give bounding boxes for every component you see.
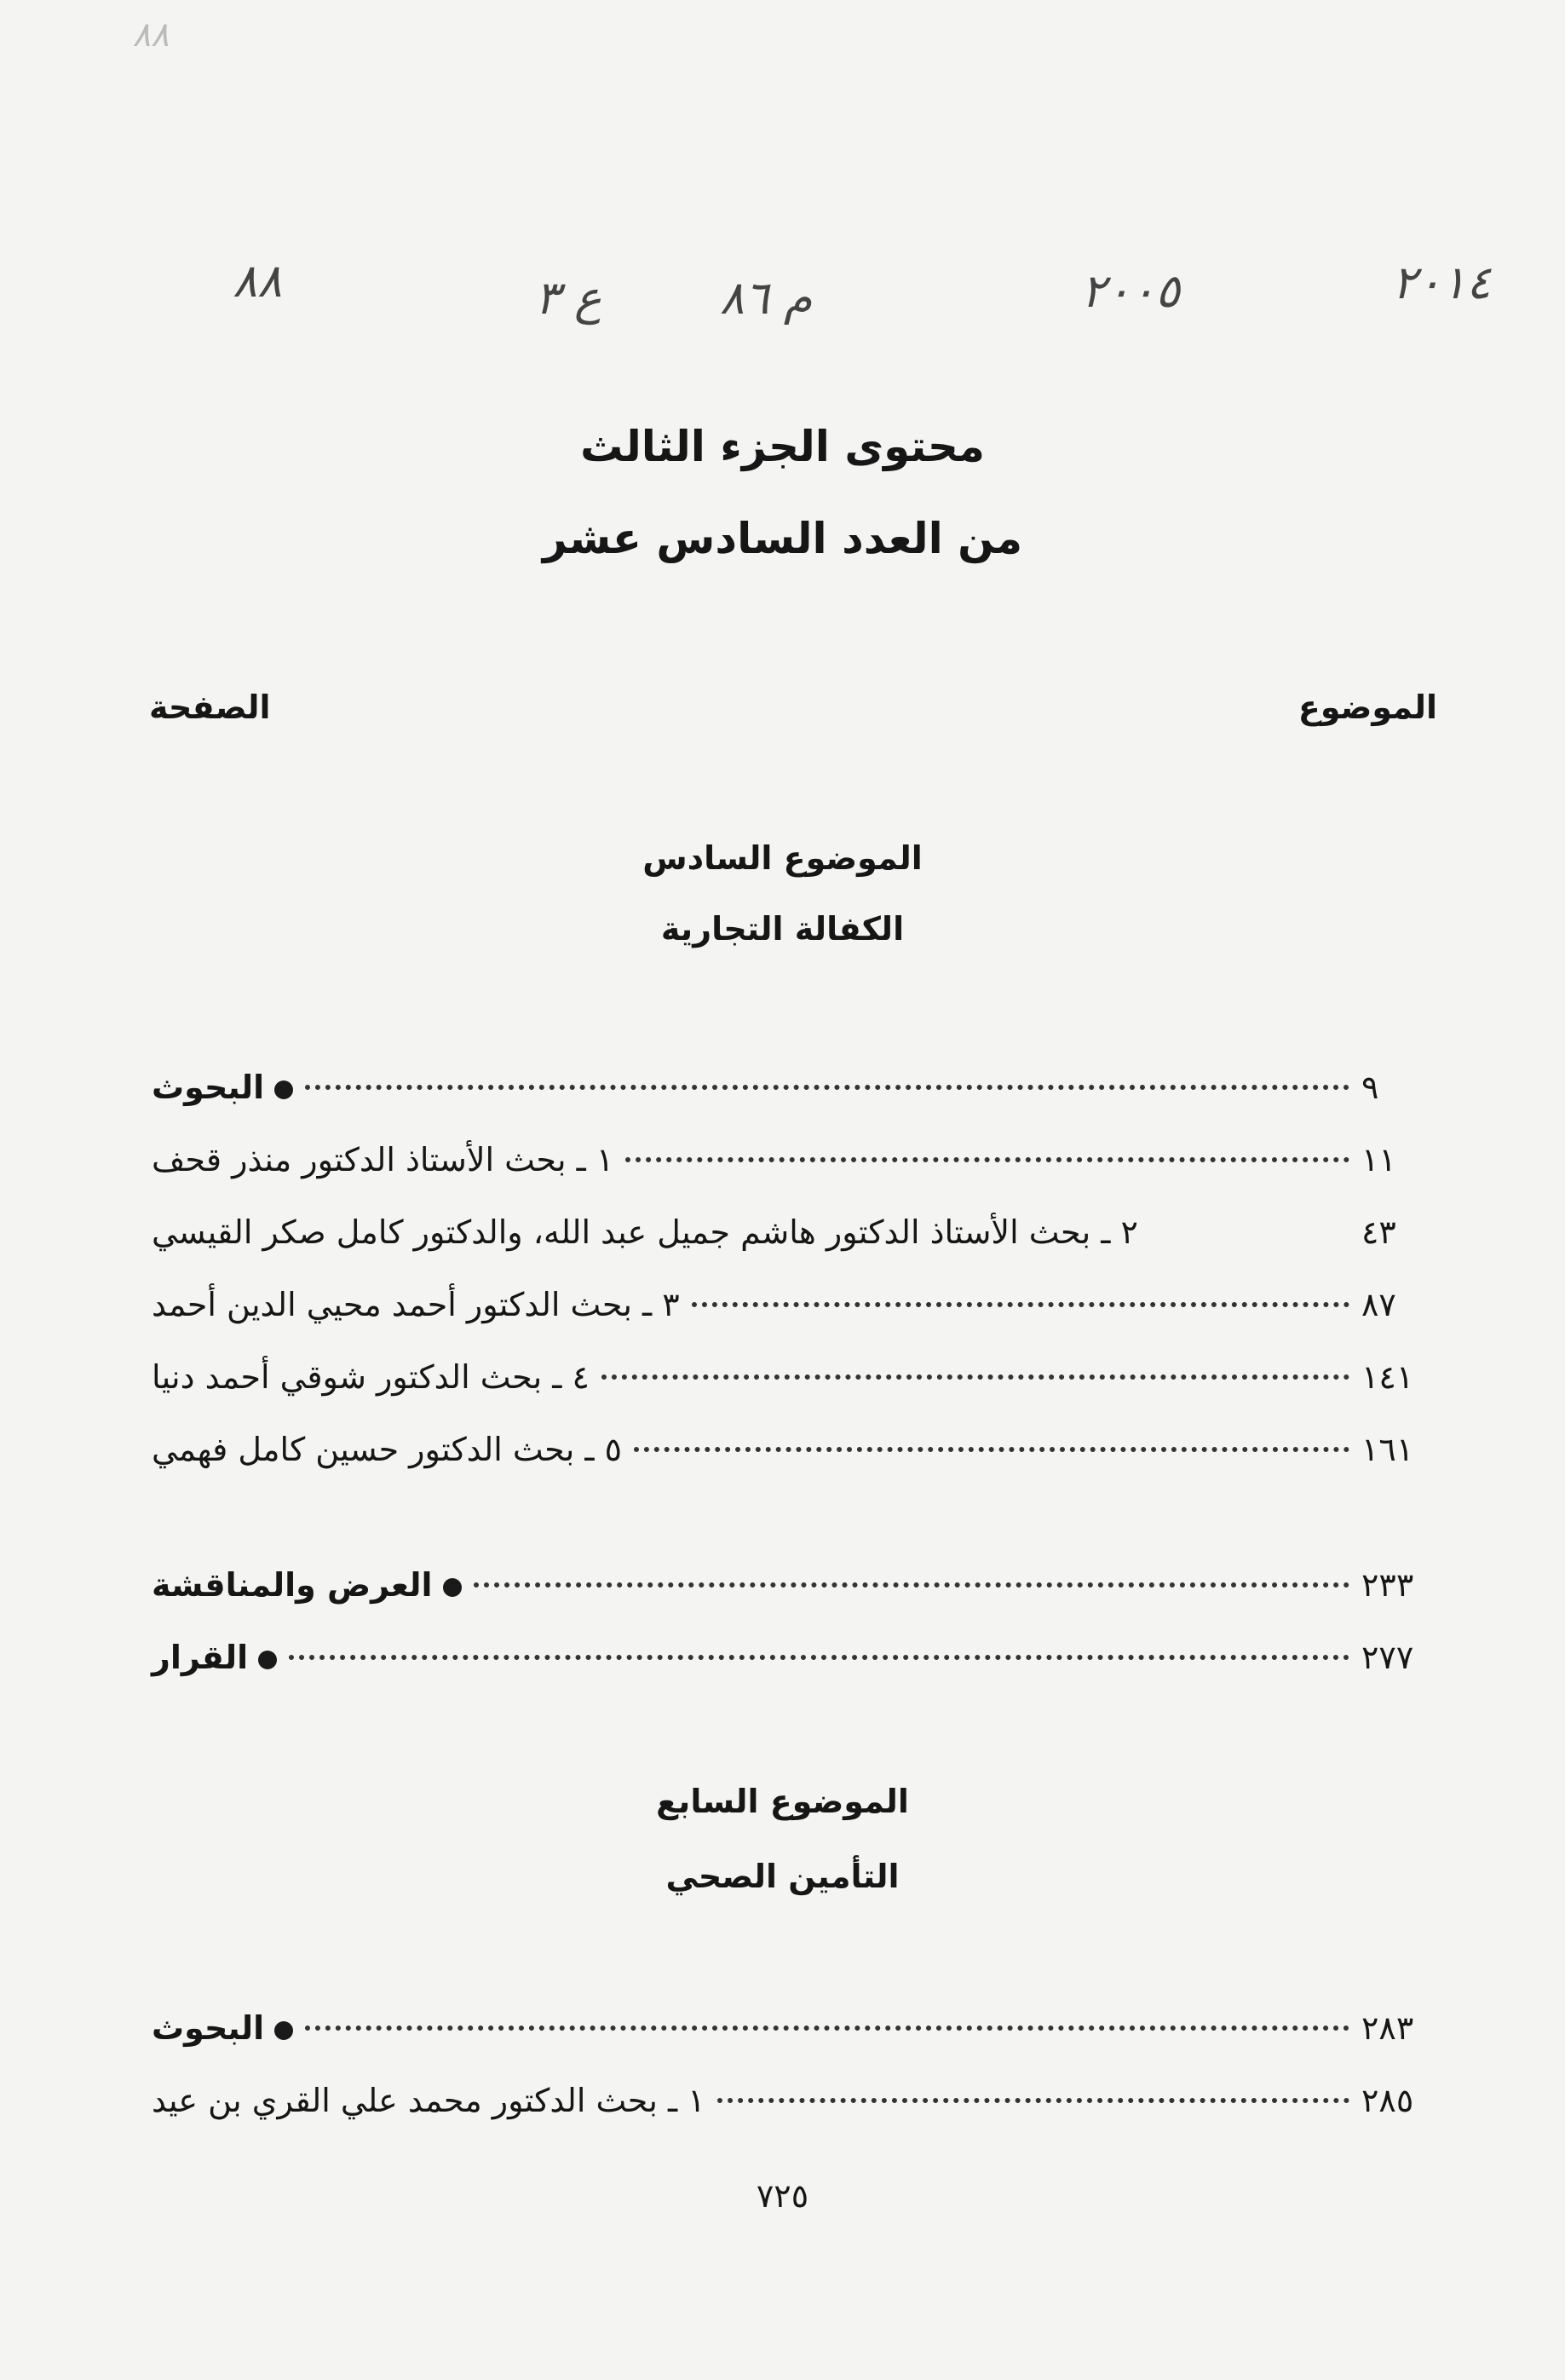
bullet-icon xyxy=(443,1578,462,1597)
handwritten-note: ٨٨ xyxy=(132,15,170,55)
toc-entry-page: ١٦١ xyxy=(1361,1431,1414,1468)
toc-entry-page: ٢٨٣ xyxy=(1361,2009,1414,2047)
page-subtitle: من العدد السادس عشر xyxy=(542,514,1023,563)
page-title: محتوى الجزء الثالث xyxy=(580,422,985,471)
toc-entry-page: ٢٧٧ xyxy=(1361,1639,1414,1676)
toc-entry-page: ٢٣٣ xyxy=(1361,1566,1414,1604)
toc-entry xyxy=(152,1424,1438,1475)
dot-leader xyxy=(305,2026,1349,2031)
toc-entry-label: ١ ـ بحث الدكتور محمد علي القري بن عيد xyxy=(152,2082,705,2119)
toc-entry xyxy=(152,1279,1438,1330)
section-heading: الموضوع السادس xyxy=(642,839,923,877)
dot-leader xyxy=(634,1447,1349,1452)
dot-leader xyxy=(305,1085,1349,1090)
handwritten-note: ٨٨ xyxy=(232,254,283,308)
toc-entry-label: العرض والمناقشة xyxy=(152,1566,462,1604)
toc-entry-label: ٤ ـ بحث الدكتور شوقي أحمد دنيا xyxy=(152,1358,590,1396)
toc-entry-label: البحوث xyxy=(152,1069,293,1106)
toc-entry-page: ١١ xyxy=(1361,1141,1396,1178)
toc-entry xyxy=(152,1134,1438,1185)
dot-leader xyxy=(289,1655,1349,1660)
dot-leader xyxy=(625,1157,1349,1162)
dot-leader xyxy=(692,1302,1349,1307)
toc-entry xyxy=(152,1062,1438,1113)
toc-entry xyxy=(152,2003,1438,2054)
toc-entry xyxy=(152,1632,1438,1683)
toc-entry-label: القرار xyxy=(152,1639,277,1676)
dot-leader xyxy=(601,1374,1349,1380)
toc-entry-label: ١ ـ بحث الأستاذ الدكتور منذر قحف xyxy=(152,1141,614,1178)
toc-entry-label: ٣ ـ بحث الدكتور أحمد محيي الدين أحمد xyxy=(152,1286,680,1323)
toc-entry xyxy=(152,2075,1438,2126)
section-heading: الموضوع السابع xyxy=(656,1783,909,1820)
column-header-topic: الموضوع xyxy=(1297,689,1437,726)
toc-entry-label: ٢ ـ بحث الأستاذ الدكتور هاشم جميل عبد الله، والدكتور كامل صكر القيسي xyxy=(152,1213,1138,1251)
handwritten-note: ٢٠٠٥ xyxy=(1080,264,1181,318)
toc-entry-label: البحوث xyxy=(152,2009,293,2047)
column-header-page: الصفحة xyxy=(149,689,271,726)
toc-entry xyxy=(152,1207,1438,1258)
toc-entry xyxy=(152,1351,1438,1403)
section-subheading: الكفالة التجارية xyxy=(660,910,905,948)
handwritten-note: م ٨٦ xyxy=(719,271,813,325)
dot-leader xyxy=(474,1582,1350,1588)
bullet-icon xyxy=(274,2021,293,2040)
toc-entry-page: ٢٨٥ xyxy=(1361,2082,1414,2119)
bullet-icon xyxy=(274,1081,293,1099)
toc-entry-page: ٩ xyxy=(1361,1069,1379,1106)
dot-leader xyxy=(717,2098,1349,2103)
toc-entry-page: ١٤١ xyxy=(1361,1358,1414,1396)
handwritten-note: ٢٠١٤ xyxy=(1391,256,1492,309)
section-subheading: التأمين الصحي xyxy=(665,1858,900,1895)
toc-entry-label: ٥ ـ بحث الدكتور حسين كامل فهمي xyxy=(152,1431,622,1468)
handwritten-note: ع ٣ xyxy=(534,271,602,325)
page-number: ٧٢٥ xyxy=(756,2177,809,2215)
spacer xyxy=(1150,1230,1349,1235)
bullet-icon xyxy=(258,1651,277,1669)
toc-entry-page: ٤٣ xyxy=(1361,1213,1396,1251)
toc-entry xyxy=(152,1559,1438,1611)
toc-entry-page: ٨٧ xyxy=(1361,1286,1396,1323)
